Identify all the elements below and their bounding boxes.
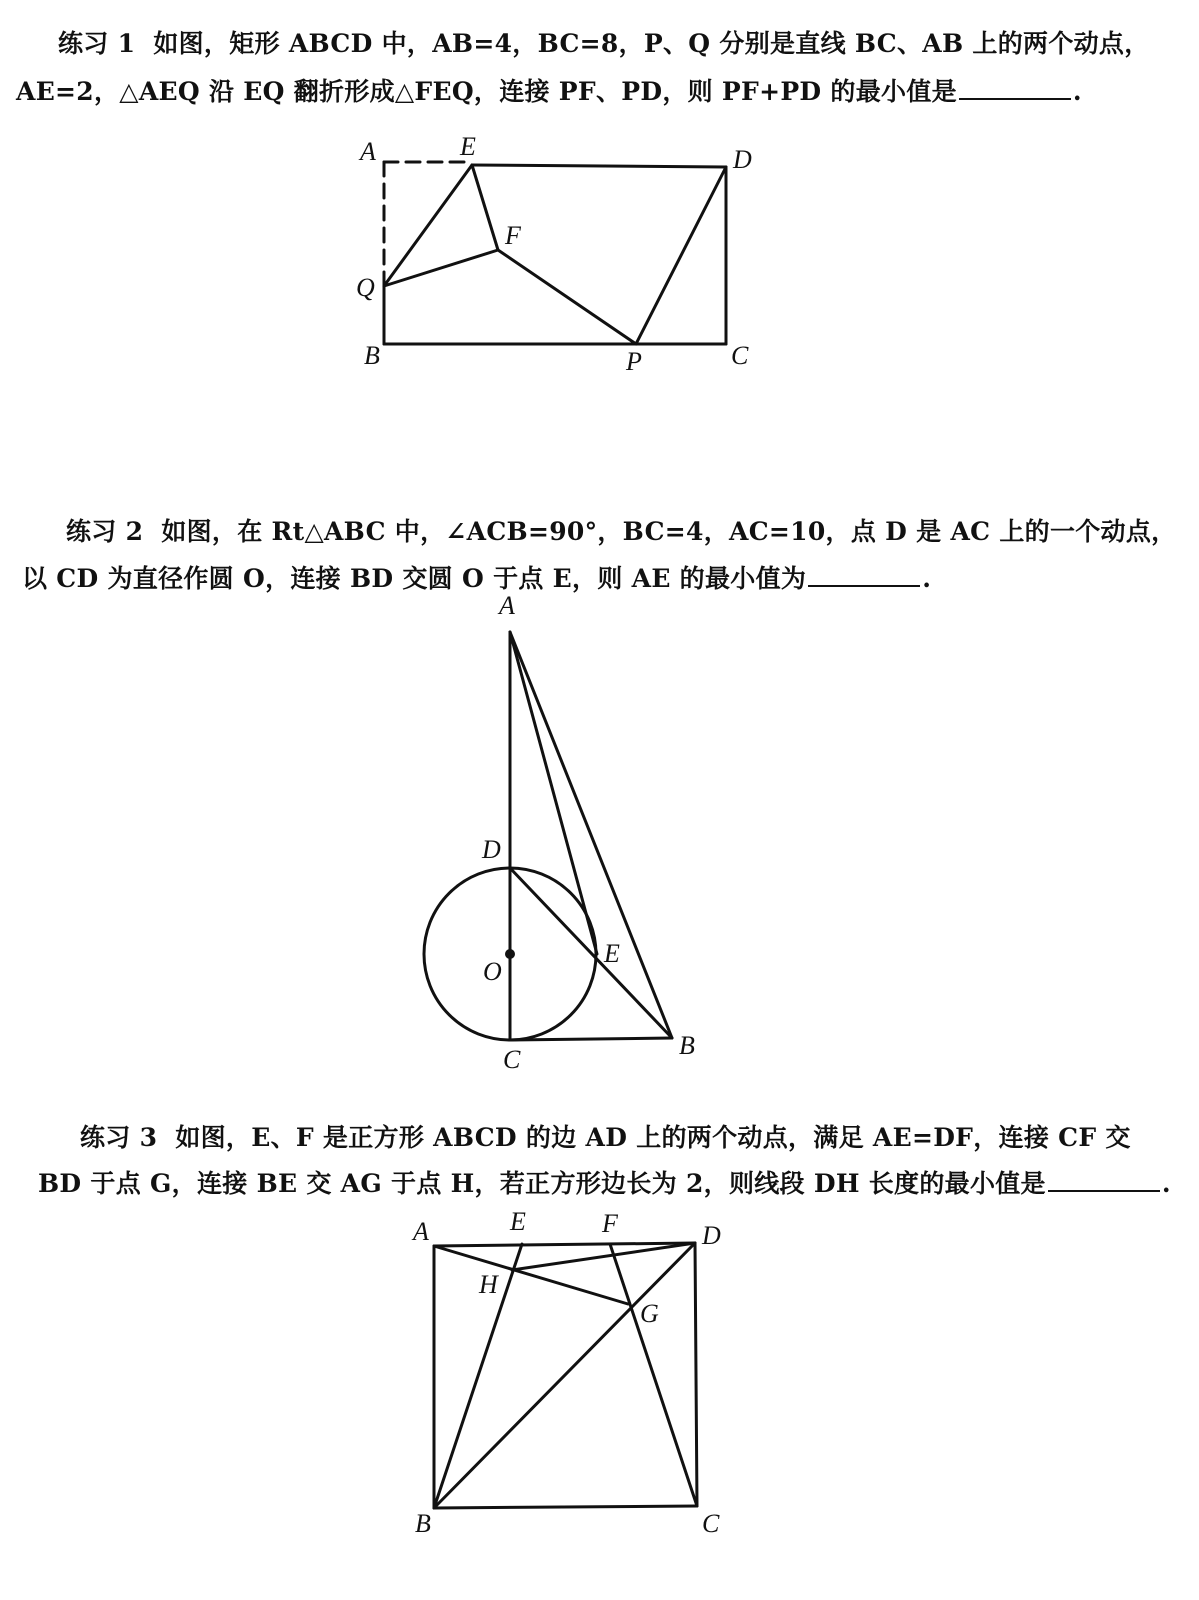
segment-CB bbox=[510, 1038, 672, 1040]
segment-EQ bbox=[384, 165, 472, 286]
point-label-A: A bbox=[360, 137, 376, 166]
point-label-H: H bbox=[479, 1270, 498, 1299]
segment-BC bbox=[434, 1506, 697, 1508]
segment-AE bbox=[510, 632, 597, 954]
exercise-2-label: 练习 2 bbox=[66, 517, 144, 546]
segment-PD bbox=[636, 167, 726, 344]
segment-BD bbox=[434, 1243, 695, 1508]
point-label-F: F bbox=[505, 221, 521, 250]
point-label-P: P bbox=[626, 347, 642, 376]
center-point-O bbox=[505, 949, 515, 959]
point-label-F: F bbox=[602, 1209, 618, 1238]
point-label-B: B bbox=[364, 341, 380, 370]
point-label-E: E bbox=[510, 1207, 526, 1236]
segment-AD bbox=[434, 1243, 695, 1246]
exercise-3-text-1: 如图，E、F 是正方形 ABCD 的边 AD 上的两个动点，满足 AE=DF，连接 CF 交 bbox=[175, 1123, 1131, 1152]
exercise-3-line-2 bbox=[38, 1168, 1171, 1200]
answer-blank-3[interactable] bbox=[1048, 1168, 1160, 1192]
segment-ED bbox=[472, 165, 726, 167]
point-label-D: D bbox=[733, 145, 752, 174]
segment-QF bbox=[384, 250, 498, 286]
exercise-2-end: . bbox=[922, 564, 932, 593]
exercise-3-text-2: BD 于点 G，连接 BE 交 AG 于点 H，若正方形边长为 2，则线段 DH 长度的最小值是 bbox=[38, 1169, 1046, 1198]
point-label-C: C bbox=[503, 1045, 521, 1074]
exercise-1-figure bbox=[0, 0, 1199, 420]
exercise-2-figure bbox=[0, 590, 1199, 1080]
answer-blank-2[interactable] bbox=[808, 563, 920, 587]
exercise-3-line-1 bbox=[80, 1122, 1131, 1154]
exercise-1-end: . bbox=[1072, 77, 1082, 106]
segment-DB bbox=[510, 868, 672, 1038]
segment-AG bbox=[434, 1246, 628, 1304]
point-label-A: A bbox=[413, 1217, 429, 1246]
point-label-E: E bbox=[604, 939, 620, 968]
exercise-1-label: 练习 1 bbox=[58, 29, 136, 58]
exercise-3-end: . bbox=[1161, 1169, 1171, 1198]
exercise-2-text-1: 如图，在 Rt△ABC 中，∠ACB=90°，BC=4，AC=10，点 D 是 AC 上的一个动点， bbox=[161, 517, 1177, 546]
point-label-O: O bbox=[483, 957, 502, 986]
exercise-3-figure bbox=[0, 1200, 1199, 1600]
exercise-1-text-1: 如图，矩形 ABCD 中，AB=4，BC=8，P、Q 分别是直线 BC、AB 上的两个动点， bbox=[153, 29, 1150, 58]
exercise-2-line-1 bbox=[66, 516, 1176, 548]
exercise-3-label: 练习 3 bbox=[80, 1123, 158, 1152]
point-label-C: C bbox=[702, 1509, 720, 1538]
exercise-2-text-2: 以 CD 为直径作圆 O，连接 BD 交圆 O 于点 E，则 AE 的最小值为 bbox=[22, 564, 807, 593]
segment-FP bbox=[498, 250, 636, 344]
point-label-A: A bbox=[499, 591, 515, 620]
segment-EF bbox=[472, 165, 498, 250]
segment-BE bbox=[434, 1244, 522, 1508]
segment-HD bbox=[512, 1243, 695, 1270]
point-label-D: D bbox=[482, 835, 501, 864]
point-label-D: D bbox=[702, 1221, 721, 1250]
point-label-C: C bbox=[731, 341, 749, 370]
point-label-B: B bbox=[679, 1031, 695, 1060]
point-label-G: G bbox=[640, 1299, 659, 1328]
exercise-1-text-2: AE=2，△AEQ 沿 EQ 翻折形成△FEQ，连接 PF、PD，则 PF+PD 的最小值是 bbox=[16, 77, 957, 106]
point-label-Q: Q bbox=[356, 273, 375, 302]
point-label-E: E bbox=[460, 132, 476, 161]
segment-DC bbox=[695, 1243, 697, 1506]
point-label-B: B bbox=[415, 1509, 431, 1538]
segment-AB bbox=[510, 632, 672, 1038]
